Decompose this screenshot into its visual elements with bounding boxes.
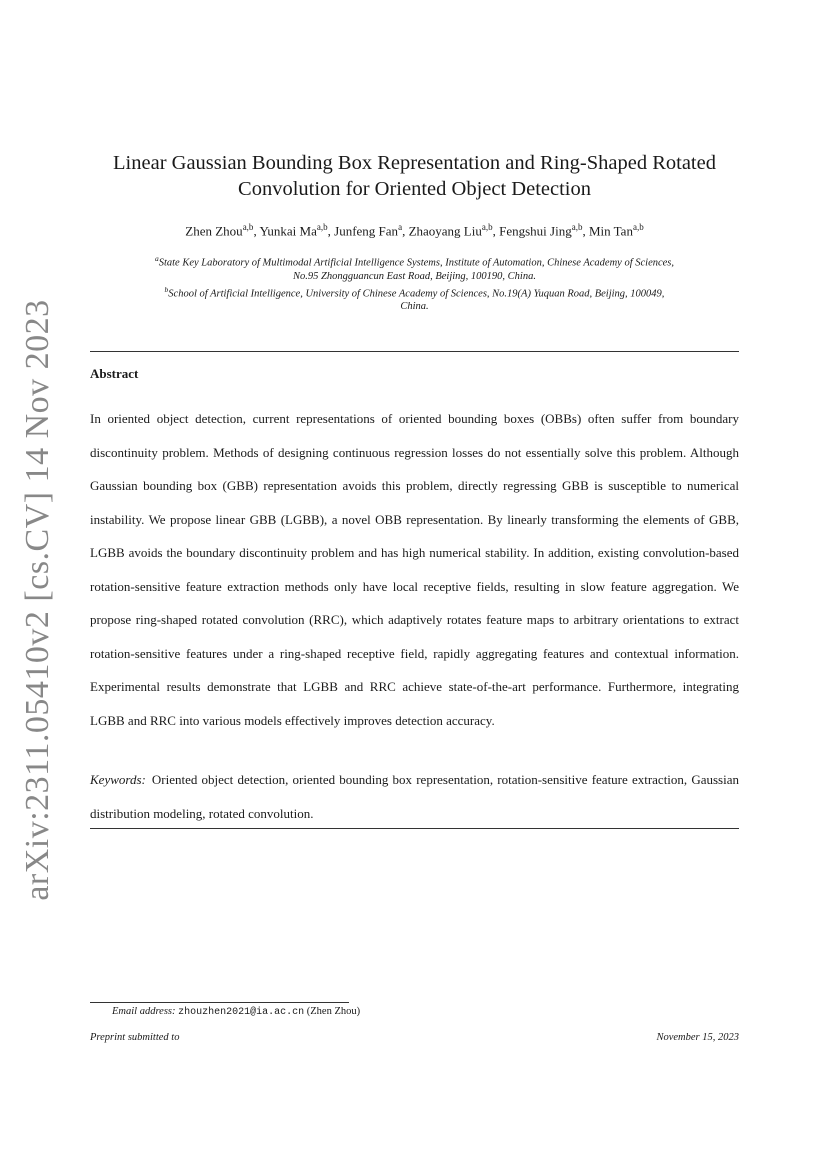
affiliation-a-line1: State Key Laboratory of Multimodal Artificial Intelligence Systems, Institute of Automation, Chinese Academy of Sciences, (158, 257, 675, 269)
author-separator: , (492, 223, 500, 239)
affiliation-a (90, 252, 739, 270)
author-affiliation-mark: a,b (632, 222, 644, 232)
author-name: Fengshui Jing (499, 223, 572, 239)
submission-date: November 15, 2023 (656, 1032, 739, 1043)
affiliation-a-line2: No.95 Zhongguancun East Road, Beijing, 100190, China. (293, 270, 536, 282)
keywords-label: Keywords: (90, 772, 146, 787)
affiliation-b-line2: China. (400, 301, 429, 312)
title-line-2: Convolution for Oriented Object Detection (238, 178, 591, 200)
email-address-link[interactable]: zhouzhen2021@ia.ac.cn (178, 1007, 305, 1018)
author-name: Zhaoyang Liu (408, 223, 482, 239)
author-separator: , (402, 223, 409, 239)
author-affiliation-mark: a,b (242, 222, 254, 232)
email-footnote (112, 1006, 360, 1018)
arxiv-identifier-stamp: arXiv:2311.05410v2 [cs.CV] 14 Nov 2023 (19, 299, 56, 901)
affiliation-a-mark: a (154, 254, 159, 263)
author-name: Min Tan (588, 223, 633, 239)
email-owner: (Zhen Zhou) (306, 1006, 361, 1017)
author-name: Junfeng Fan (334, 223, 399, 239)
affiliation-b (90, 283, 739, 301)
author-affiliation-mark: a,b (571, 222, 583, 232)
bottom-divider (90, 828, 739, 829)
author-separator: , (253, 223, 260, 239)
author-name: Yunkai Ma (259, 223, 317, 239)
keywords-text: Oriented object detection, oriented bounding box representation, rotation-sensitive feature extraction, Gaussian distribution modeling, rotated convolution. (90, 772, 739, 821)
abstract-text: In oriented object detection, current representations of oriented bounding boxes (OBBs) often suffer from boundary discontinuity problem. Methods of designing continuous regression losses do not essentially solve this problem. Although Gaussian bounding box (GBB) representation avoids this problem, directly regressing GBB is susceptible to numerical instability. We propose linear GBB (LGBB), a novel OBB representation. By linearly transforming the elements of GBB, LGBB avoids the boundary discontinuity problem and has high numerical stability. In addition, existing convolution-based rotation-sensitive feature extraction methods only have local receptive fields, resulting in slow feature aggregation. We propose ring-shaped rotated convolution (RRC), which adaptively rotates feature maps to arbitrary orientations to extract rotation-sensitive features under a ring-shaped receptive field, rapidly aggregating features and contextual information. Experimental results demonstrate that LGBB and RRC achieve state-of-the-art performance. Furthermore, integrating LGBB and RRC into various models effectively improves detection accuracy. (90, 411, 739, 728)
paper-title (90, 150, 739, 202)
abstract-heading: Abstract (90, 366, 139, 381)
author-separator: , (582, 223, 589, 239)
email-label: Email address: (112, 1006, 176, 1017)
affiliation-b-line1: School of Artificial Intelligence, University of Chinese Academy of Sciences, No.19(A) Yuquan Road, Beijing, 100049, (168, 288, 665, 299)
top-divider (90, 351, 739, 352)
author-affiliation-mark: a,b (316, 222, 328, 232)
affiliations (90, 252, 739, 313)
title-line-1: Linear Gaussian Bounding Box Representation and Ring-Shaped Rotated (113, 152, 716, 174)
author-affiliation-mark: a,b (481, 222, 493, 232)
author-separator: , (327, 223, 335, 239)
preprint-note: Preprint submitted to (90, 1032, 180, 1043)
author-list (90, 222, 739, 239)
affiliation-b-mark: b (164, 284, 169, 294)
footnote-divider (90, 1002, 349, 1003)
keywords (90, 763, 739, 830)
author-name: Zhen Zhou (185, 223, 243, 239)
author-affiliation-mark: a (398, 222, 403, 232)
